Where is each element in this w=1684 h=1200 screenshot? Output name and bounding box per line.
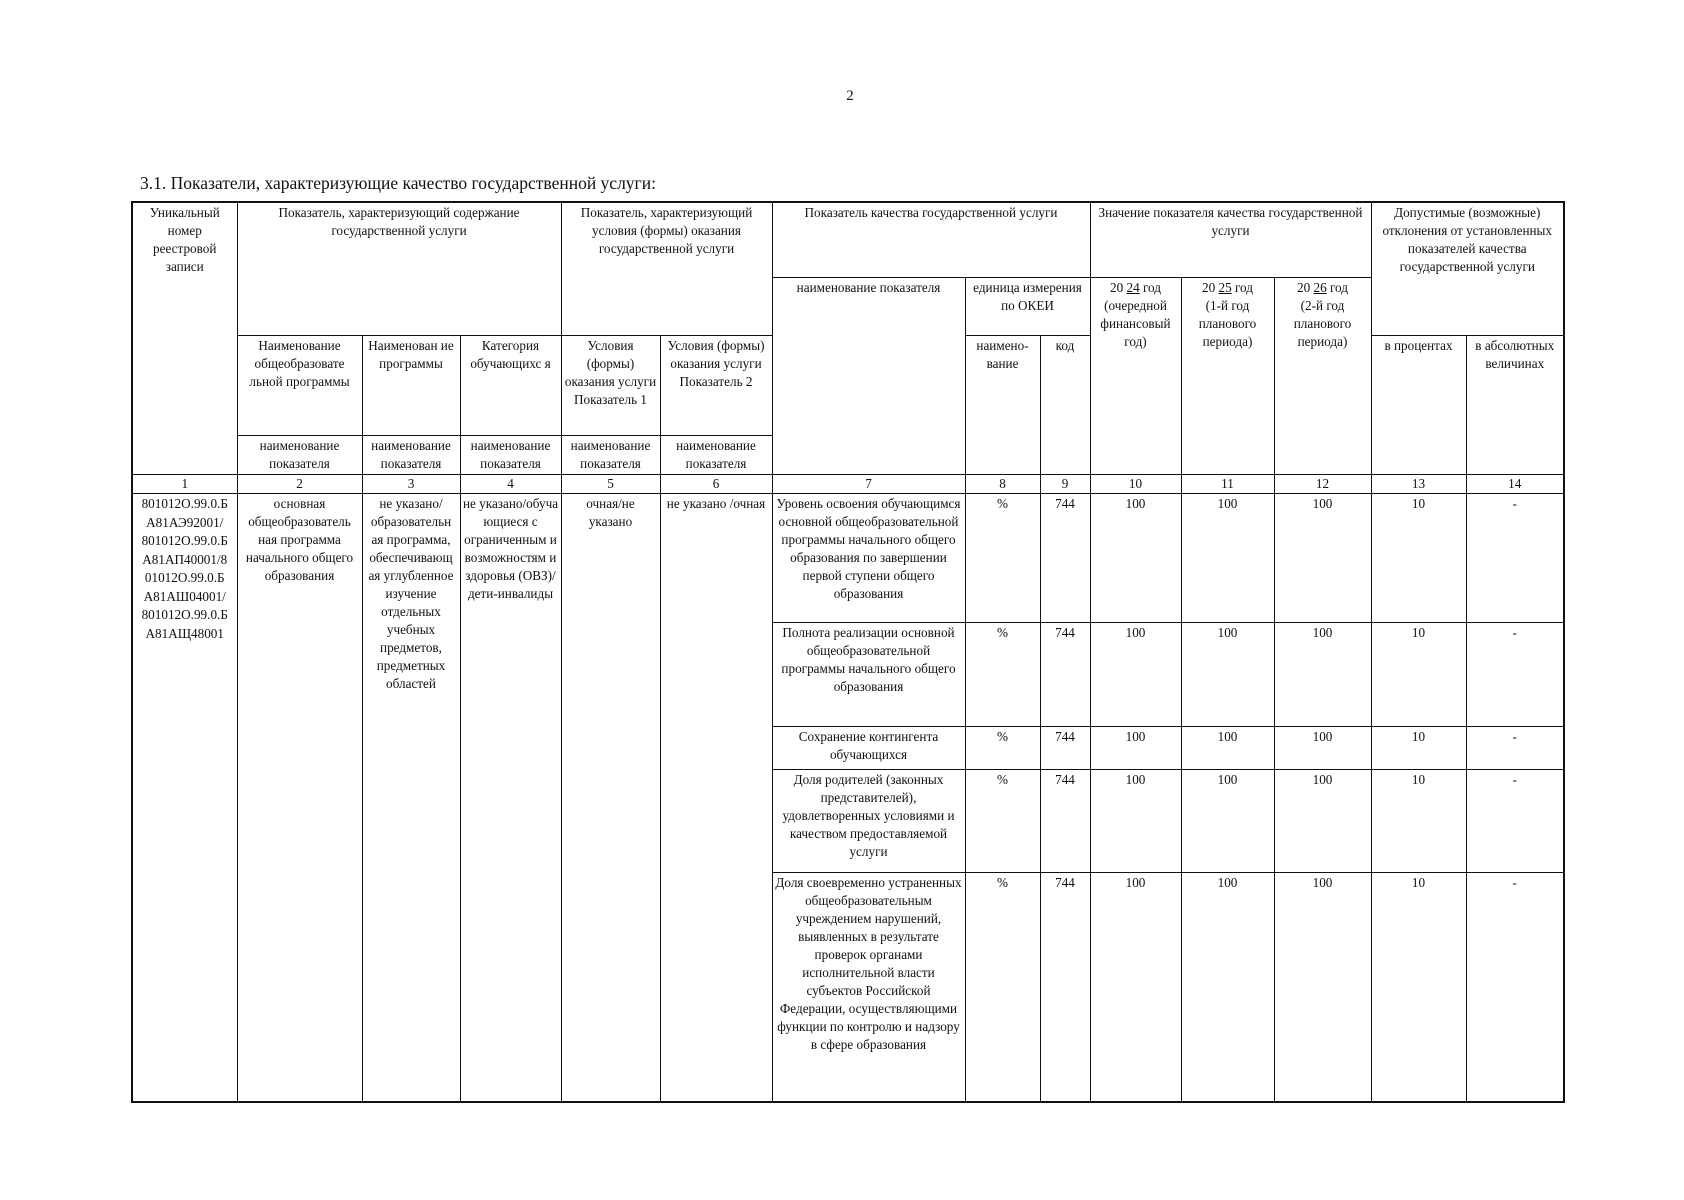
condition2-value: не указано /очная (660, 494, 772, 1102)
year2-prefix: 20 (1202, 279, 1216, 295)
indicator-value-2024: 100 (1090, 727, 1181, 770)
sub-label-category: наименование показателя (460, 436, 561, 475)
indicator-code: 744 (1040, 727, 1090, 770)
indicator-value-2025: 100 (1181, 873, 1274, 1102)
column-number: 13 (1371, 475, 1466, 494)
header-conditions-group: Показатель, характеризующий условия (формы) оказания государственной услуги (561, 202, 772, 336)
header-unique-number: Уникальный номер реестровой записи (132, 202, 237, 475)
section-heading: 3.1. Показатели, характеризующие качество государственной услуги: (140, 173, 656, 193)
header-values-group: Значение показателя качества государственной услуги (1090, 202, 1371, 277)
year1-prefix: 20 (1110, 279, 1124, 295)
column-number: 7 (772, 475, 965, 494)
registry-number: 801012О.99.0.Б А81АЭ92001/ 801012О.99.0.Б А81АП40001/8 01012О.99.0.Б А81АШ04001/ 801012О.99.0.Б А81АЩ48001 (132, 494, 237, 1102)
header-unit-okei: единица измерения по ОКЕИ (965, 277, 1090, 336)
indicator-name: Полнота реализации основной общеобразовательной программы начального общего образования (772, 623, 965, 727)
indicator-unit: % (965, 494, 1040, 623)
program-name-value: не указано/ образовательн ая программа, обеспечивающ ая углубленное изучение отдельных учебных предметов, предметных областей (362, 494, 460, 1102)
header-quality-group: Показатель качества государственной услуги (772, 202, 1090, 277)
header-year-2024 (1090, 277, 1181, 475)
indicator-dev-absolute: - (1466, 727, 1564, 770)
header-dev-absolute: в абсолютных величинах (1466, 336, 1564, 475)
indicator-value-2026: 100 (1274, 770, 1371, 873)
indicator-unit: % (965, 873, 1040, 1102)
year1-word: год (1142, 279, 1161, 295)
year1-desc: (очередной финансовый год) (1100, 297, 1171, 349)
year1-suffix: 24 (1126, 279, 1140, 295)
year2-suffix: 25 (1218, 279, 1232, 295)
indicator-code: 744 (1040, 770, 1090, 873)
sub-label-condition1: наименование показателя (561, 436, 660, 475)
header-year-2025 (1181, 277, 1274, 475)
header-unit-name: наимено-вание (965, 336, 1040, 475)
indicator-value-2024: 100 (1090, 873, 1181, 1102)
indicator-unit: % (965, 770, 1040, 873)
header-content-group: Показатель, характеризующий содержание государственной услуги (237, 202, 561, 336)
column-number: 9 (1040, 475, 1090, 494)
year3-desc: (2-й год планового периода) (1293, 297, 1352, 349)
indicator-dev-percent: 10 (1371, 494, 1466, 623)
header-col-program: Наименование общеобразовате льной программы (237, 336, 362, 436)
indicator-value-2025: 100 (1181, 623, 1274, 727)
indicator-value-2024: 100 (1090, 623, 1181, 727)
header-col-program-name: Наименован ие программы (362, 336, 460, 436)
indicator-value-2026: 100 (1274, 494, 1371, 623)
header-dev-percent: в процентах (1371, 336, 1466, 475)
indicator-value-2024: 100 (1090, 494, 1181, 623)
indicator-value-2026: 100 (1274, 623, 1371, 727)
indicator-code: 744 (1040, 623, 1090, 727)
column-number: 3 (362, 475, 460, 494)
column-number: 1 (132, 475, 237, 494)
indicator-code: 744 (1040, 494, 1090, 623)
page-number: 2 (846, 88, 854, 104)
indicator-name: Доля родителей (законных представителей), удовлетворенных условиями и качеством предоставляемой услуги (772, 770, 965, 873)
header-col-category: Категория обучающихс я (460, 336, 561, 436)
header-deviation-group: Допустимые (возможные) отклонения от установленных показателей качества государственной услуги (1371, 202, 1564, 277)
indicator-value-2026: 100 (1274, 727, 1371, 770)
indicator-dev-percent: 10 (1371, 727, 1466, 770)
column-number: 12 (1274, 475, 1371, 494)
column-number: 14 (1466, 475, 1564, 494)
program-value: основная общеобразователь ная программа начального общего образования (237, 494, 362, 1102)
condition1-value: очная/не указано (561, 494, 660, 1102)
indicator-value-2025: 100 (1181, 494, 1274, 623)
header-year-2026 (1274, 277, 1371, 475)
header-col-condition1: Условия (формы) оказания услуги Показатель 1 (561, 336, 660, 436)
indicator-name: Уровень освоения обучающимся основной общеобразовательной программы начального общего образования по завершении первой ступени общего образования (772, 494, 965, 623)
year3-word: год (1329, 279, 1348, 295)
indicator-dev-percent: 10 (1371, 623, 1466, 727)
indicator-name: Сохранение контингента обучающихся (772, 727, 965, 770)
sub-label-program-name: наименование показателя (362, 436, 460, 475)
year3-prefix: 20 (1297, 279, 1311, 295)
category-value: не указано/обуча ющиеся с ограниченным и возможностям и здоровья (ОВЗ)/дети-инвалиды (460, 494, 561, 1102)
indicator-dev-absolute: - (1466, 623, 1564, 727)
header-col-condition2: Условия (формы) оказания услуги Показатель 2 (660, 336, 772, 436)
column-number: 10 (1090, 475, 1181, 494)
indicator-unit: % (965, 623, 1040, 727)
year2-desc: (1-й год планового периода) (1198, 297, 1257, 349)
indicator-code: 744 (1040, 873, 1090, 1102)
indicator-dev-absolute: - (1466, 494, 1564, 623)
sub-label-program: наименование показателя (237, 436, 362, 475)
indicator-value-2025: 100 (1181, 727, 1274, 770)
indicator-value-2025: 100 (1181, 770, 1274, 873)
indicator-dev-absolute: - (1466, 770, 1564, 873)
indicator-name: Доля своевременно устраненных общеобразовательным учреждением нарушений, выявленных в результате проверок органами исполнительной власти субъектов Российской Федерации, осуществляющими функции по контролю и надзору в сфере образования (772, 873, 965, 1102)
header-unit-code: код (1040, 336, 1090, 475)
column-number: 2 (237, 475, 362, 494)
indicator-dev-absolute: - (1466, 873, 1564, 1102)
indicator-dev-percent: 10 (1371, 873, 1466, 1102)
column-number: 8 (965, 475, 1040, 494)
table-row (132, 494, 1564, 623)
column-number: 11 (1181, 475, 1274, 494)
year2-word: год (1234, 279, 1253, 295)
column-number: 4 (460, 475, 561, 494)
sub-label-condition2: наименование показателя (660, 436, 772, 475)
year3-suffix: 26 (1313, 279, 1327, 295)
indicator-unit: % (965, 727, 1040, 770)
indicator-dev-percent: 10 (1371, 770, 1466, 873)
column-number: 6 (660, 475, 772, 494)
indicator-value-2024: 100 (1090, 770, 1181, 873)
quality-indicators-table (131, 201, 1565, 1103)
indicator-value-2026: 100 (1274, 873, 1371, 1102)
column-number: 5 (561, 475, 660, 494)
header-indicator-name: наименование показателя (772, 277, 965, 475)
